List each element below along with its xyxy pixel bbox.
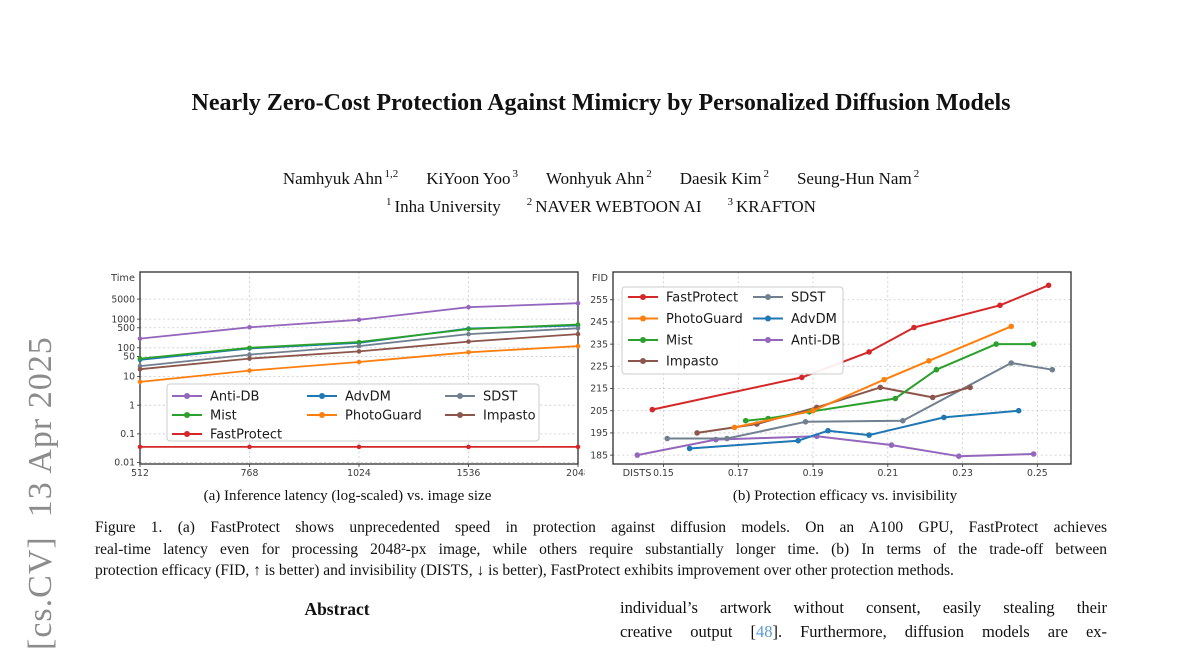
data-point-SDST: [1050, 367, 1056, 373]
arxiv-sidebar-label: [cs.CV] 13 Apr 2025: [22, 336, 59, 650]
y-tick-label: 0.01: [114, 457, 135, 469]
data-point-Impasto: [357, 349, 362, 354]
x-tick-label: 1024: [347, 468, 371, 478]
x-tick-label: 1536: [456, 468, 481, 478]
data-point-FastProtect: [138, 445, 143, 450]
data-point-Anti-DB: [889, 442, 895, 448]
y-tick-label: 10: [123, 371, 135, 383]
data-point-SDST: [466, 332, 471, 337]
data-point-Anti-DB: [1031, 451, 1037, 457]
affiliation: $^2$ NAVER WEBTOON AI: [526, 196, 702, 216]
legend-swatch-marker: [640, 337, 646, 343]
y-tick-label: 255: [590, 294, 608, 306]
legend-label-Mist: Mist: [210, 408, 237, 424]
data-point-PhotoGuard: [576, 344, 581, 349]
author-name: Seung-Hun Nam: [796, 168, 912, 188]
body-text-line: individual’s artwork without consent, easily stealing their: [620, 598, 1107, 617]
y-tick-label: 1: [129, 400, 135, 412]
data-point-FastProtect: [997, 303, 1003, 309]
y-axis-label: Time: [111, 273, 135, 284]
legend-swatch-marker: [184, 431, 190, 437]
author-name: Wonhyuk Ahn: [545, 168, 645, 188]
data-point-AdvDM: [687, 446, 693, 452]
author: [546, 169, 652, 188]
data-point-Impasto: [247, 356, 252, 361]
legend-label-SDST: SDST: [483, 389, 518, 405]
figure-caption-line: protection efficacy (FID, ↑ is better) and invisibility (DISTS, ↓ is better), FastProtect exhibits improvement over other protection methods.: [95, 562, 954, 579]
intro-text-column: [620, 596, 1107, 644]
legend-swatch-marker: [765, 337, 771, 343]
data-point-FastProtect: [1046, 283, 1052, 289]
legend-label-SDST: SDST: [791, 290, 826, 306]
data-point-Impasto: [930, 395, 936, 401]
figure-caption-line: real-time latency even for processing 2048²-px image, while others require substantially longer time. (b) In terms of the trade-off between: [95, 540, 1107, 558]
data-point-Mist: [1031, 341, 1037, 347]
affiliation: $^1$ Inha University: [386, 196, 501, 216]
legend-label-Impasto: Impasto: [483, 408, 536, 424]
data-point-Mist: [993, 341, 999, 347]
data-point-AdvDM: [941, 415, 947, 421]
data-point-AdvDM: [825, 428, 831, 434]
data-point-PhotoGuard: [466, 350, 471, 355]
x-tick-label: 0.19: [802, 468, 824, 478]
data-point-Impasto: [694, 430, 700, 436]
x-tick-label: 768: [240, 468, 259, 478]
legend-swatch-marker: [319, 412, 325, 418]
data-point-FastProtect: [576, 445, 581, 450]
data-point-PhotoGuard: [732, 425, 738, 431]
y-tick-label: 100: [117, 343, 135, 355]
legend-swatch-marker: [640, 316, 646, 322]
data-point-AdvDM: [795, 438, 801, 444]
data-point-SDST: [803, 419, 809, 425]
data-point-PhotoGuard: [881, 377, 887, 383]
data-point-PhotoGuard: [138, 380, 143, 385]
legend-label-PhotoGuard: PhotoGuard: [345, 408, 422, 424]
y-tick-label: 225: [590, 361, 608, 373]
data-point-PhotoGuard: [926, 358, 932, 364]
legend-swatch-marker: [184, 412, 190, 418]
data-point-Impasto: [466, 339, 471, 344]
x-tick-label: 2048: [566, 468, 590, 478]
data-point-PhotoGuard: [1008, 324, 1014, 330]
legend-label-FastProtect: FastProtect: [210, 427, 283, 443]
figure-caption-line: Figure 1. (a) FastProtect shows unprecedented speed in protection against diffusion models. On an A100 GPU, FastProtect achieves: [95, 519, 1107, 536]
subcaption-b: (b) Protection efficacy vs. invisibility: [732, 488, 958, 504]
legend-swatch-marker: [765, 294, 771, 300]
body-text-line: creative output [48]. Furthermore, diffusion models are ex-: [620, 621, 1108, 641]
legend-label-Mist: Mist: [666, 333, 693, 349]
x-axis-label: DISTS: [622, 468, 652, 478]
data-point-AdvDM: [866, 432, 872, 438]
y-tick-label: 500: [117, 322, 135, 334]
data-point-PhotoGuard: [357, 360, 362, 365]
data-point-Impasto: [967, 385, 973, 391]
legend-label-FastProtect: FastProtect: [666, 290, 739, 306]
y-tick-label: 185: [590, 450, 608, 462]
data-point-Anti-DB: [138, 336, 143, 341]
data-point-Impasto: [138, 367, 143, 372]
legend-label-Anti-DB: Anti-DB: [210, 389, 260, 405]
x-tick-label: 512: [131, 468, 149, 478]
data-point-FastProtect: [650, 407, 656, 413]
author-affiliation-sup: 2: [913, 168, 920, 180]
author-affiliation-sup: 2: [646, 168, 652, 180]
data-point-Impasto: [878, 385, 884, 391]
data-point-Mist: [893, 396, 899, 402]
x-tick-label: 0.15: [653, 468, 674, 478]
data-point-Mist: [247, 346, 252, 351]
data-point-AdvDM: [1016, 408, 1022, 414]
data-point-SDST: [247, 352, 252, 357]
data-point-Anti-DB: [247, 325, 252, 330]
data-point-FastProtect: [357, 445, 362, 450]
legend-label-Impasto: Impasto: [666, 354, 719, 370]
subcaption-a: (a) Inference latency (log-scaled) vs. image size: [203, 488, 492, 504]
y-tick-label: 5000: [111, 294, 135, 306]
data-point-Mist: [934, 367, 940, 373]
x-tick-label: 0.23: [952, 468, 973, 478]
author: [797, 169, 919, 188]
x-tick-label: 0.21: [877, 468, 899, 478]
data-point-FastProtect: [466, 445, 471, 450]
legend-swatch-marker: [184, 393, 190, 399]
author: [283, 169, 398, 188]
author: [426, 169, 518, 188]
y-axis-label: FID: [591, 273, 608, 284]
legend-swatch-marker: [640, 358, 646, 364]
y-tick-label: 195: [590, 428, 608, 440]
data-point-Impasto: [576, 332, 581, 337]
y-tick-label: 205: [590, 405, 608, 417]
author-list: [95, 168, 1107, 189]
legend-label-Anti-DB: Anti-DB: [791, 333, 841, 349]
abstract-heading: Abstract: [304, 599, 370, 619]
legend-swatch-marker: [457, 393, 463, 399]
legend-swatch-marker: [640, 294, 646, 300]
data-point-Anti-DB: [466, 305, 471, 310]
data-point-FastProtect: [866, 349, 872, 355]
y-tick-label: 215: [590, 383, 608, 395]
author-affiliation-sup: 2: [763, 168, 769, 180]
data-point-FastProtect: [799, 375, 805, 381]
author-name: KiYoon Yoo: [426, 168, 511, 188]
data-point-SDST: [357, 344, 362, 349]
paper-title: Nearly Zero-Cost Protection Against Mimicry by Personalized Diffusion Models: [191, 90, 1011, 116]
data-point-Anti-DB: [956, 453, 962, 459]
affiliation-list: [95, 196, 1107, 217]
citation-link[interactable]: 48: [755, 621, 773, 641]
author-name: Namhyuk Ahn: [282, 168, 383, 188]
y-tick-label: 0.1: [120, 429, 135, 441]
data-point-FastProtect: [247, 445, 252, 450]
y-tick-label: 1000: [111, 314, 135, 326]
data-point-SDST: [576, 326, 581, 331]
data-point-Anti-DB: [357, 318, 362, 323]
data-point-PhotoGuard: [810, 408, 816, 414]
legend-label-AdvDM: AdvDM: [791, 311, 837, 327]
legend-swatch-marker: [765, 316, 771, 322]
series-line-AdvDM: [690, 411, 1019, 449]
data-point-Mist: [357, 340, 362, 345]
author-affiliation-sup: 1,2: [384, 168, 399, 180]
data-point-SDST: [1008, 360, 1014, 366]
data-point-SDST: [724, 436, 730, 442]
data-point-Mist: [138, 356, 143, 361]
data-point-SDST: [900, 418, 906, 424]
latency-chart: [95, 266, 600, 478]
data-point-PhotoGuard: [247, 368, 252, 373]
y-tick-label: 235: [590, 339, 608, 351]
data-point-Mist: [466, 327, 471, 332]
legend-swatch-marker: [457, 412, 463, 418]
tradeoff-chart: [585, 266, 1105, 478]
figure-caption: [95, 517, 1107, 582]
data-point-FastProtect: [911, 325, 917, 331]
legend-label-AdvDM: AdvDM: [345, 389, 391, 405]
y-tick-label: 245: [590, 317, 608, 329]
data-point-Anti-DB: [635, 452, 641, 458]
legend-swatch-marker: [319, 393, 325, 399]
author-name: Daesik Kim: [679, 168, 762, 188]
y-tick-label: 50: [123, 351, 135, 363]
author-affiliation-sup: 3: [512, 168, 518, 180]
affiliation: $^3$ KRAFTON: [727, 196, 816, 216]
legend-label-PhotoGuard: PhotoGuard: [666, 311, 743, 327]
data-point-Mist: [743, 418, 749, 424]
x-tick-label: 0.25: [1026, 468, 1048, 478]
data-point-Anti-DB: [576, 301, 581, 306]
x-tick-label: 0.17: [727, 468, 749, 478]
author: [680, 169, 769, 188]
data-point-SDST: [664, 436, 670, 442]
